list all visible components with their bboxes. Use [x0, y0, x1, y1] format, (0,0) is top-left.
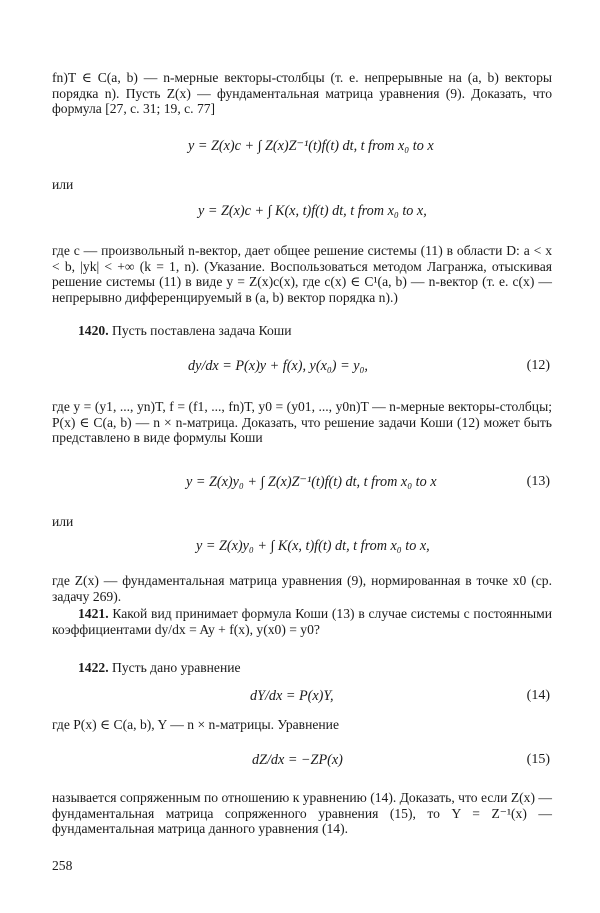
paragraph-6 — [52, 790, 552, 837]
paragraph-5 — [52, 717, 552, 733]
problem-1422 — [52, 660, 552, 676]
page-number: 258 — [52, 858, 73, 873]
equation-4: y = Z(x)y₀ + ∫ Z(x)Z⁻¹(t)f(t) dt, t from x₀ to x — [186, 474, 437, 490]
problem-1420 — [52, 323, 552, 339]
paragraph-4 — [52, 573, 552, 604]
equation-6: dY/dx = P(x)Y, — [250, 688, 334, 704]
paragraph-4-text: где Z(x) — фундаментальная матрица уравнения (9), нормированная в точке x0 (ср. задачу 269). — [52, 573, 552, 604]
problem-1422-text: Пусть дано уравнение — [112, 660, 241, 675]
paragraph-5-text: где P(x) ∈ C(a, b), Y — n × n-матрицы. Уравнение — [52, 717, 339, 732]
problem-1421-text: Какой вид принимает формула Коши (13) в случае системы с постоянными коэффициентами dy/dx = Ay + f(x), y(x0) = y0? — [52, 606, 552, 637]
paragraph-2-text: где c — произвольный n-вектор, дает общее решение системы (11) в области D: a < x < b, |yk| < +∞ (k = 1, n). (Указание. Воспользоваться методом Лагранжа, отыскивая решение системы (11) в виде y = Z(x)c(x), где c(x) ∈ C¹(a, b) — n-вектор (т. е. c(x) — непрерывно дифференцируемый в (a, b) вектор порядка n).) — [52, 243, 552, 305]
equation-3-number: (12) — [526, 358, 550, 373]
equation-3: dy/dx = P(x)y + f(x), y(x₀) = y₀, — [188, 358, 368, 374]
paragraph-1 — [52, 70, 552, 117]
equation-5: y = Z(x)y₀ + ∫ K(x, t)f(t) dt, t from x₀ to x, — [196, 538, 430, 554]
paragraph-1-text: fn)T ∈ C(a, b) — n-мерные векторы-столбцы (т. е. непрерывные на (a, b) векторы порядка n). Пусть Z(x) — фундаментальная матрица уравнения (9). Доказать, что формула [27, с. 31; 19, с. 77] — [52, 70, 552, 117]
equation-1: y = Z(x)c + ∫ Z(x)Z⁻¹(t)f(t) dt, t from x₀ to x — [188, 138, 434, 154]
paragraph-3 — [52, 399, 552, 446]
paragraph-2 — [52, 243, 552, 305]
problem-1421 — [52, 606, 552, 637]
problem-1421-label: 1421. — [78, 606, 109, 621]
paragraph-3-text: где y = (y1, ..., yn)T, f = (f1, ..., fn)T, y0 = (y01, ..., y0n)T — n-мерные векторы-столбцы; P(x) ∈ C(a, b) — n × n-матрица. Доказать, что решение задачи Коши (12) может быть представлено в виде формулы Коши — [52, 399, 552, 446]
paragraph-6-text: называется сопряженным по отношению к уравнению (14). Доказать, что если Z(x) — фундаментальная матрица сопряженного уравнения (15), то Y = Z⁻¹(x) — фундаментальная матрица данного уравнения (14). — [52, 790, 552, 837]
word-or-1: или — [52, 177, 74, 192]
problem-1420-label: 1420. — [78, 323, 109, 338]
equation-7-number: (15) — [526, 752, 550, 767]
problem-1422-label: 1422. — [78, 660, 109, 675]
equation-4-number: (13) — [526, 474, 550, 489]
word-or-2: или — [52, 514, 74, 529]
equation-6-number: (14) — [526, 688, 550, 703]
equation-7: dZ/dx = −ZP(x) — [252, 752, 343, 768]
equation-2: y = Z(x)c + ∫ K(x, t)f(t) dt, t from x₀ to x, — [198, 203, 427, 219]
problem-1420-text: Пусть поставлена задача Коши — [112, 323, 292, 338]
